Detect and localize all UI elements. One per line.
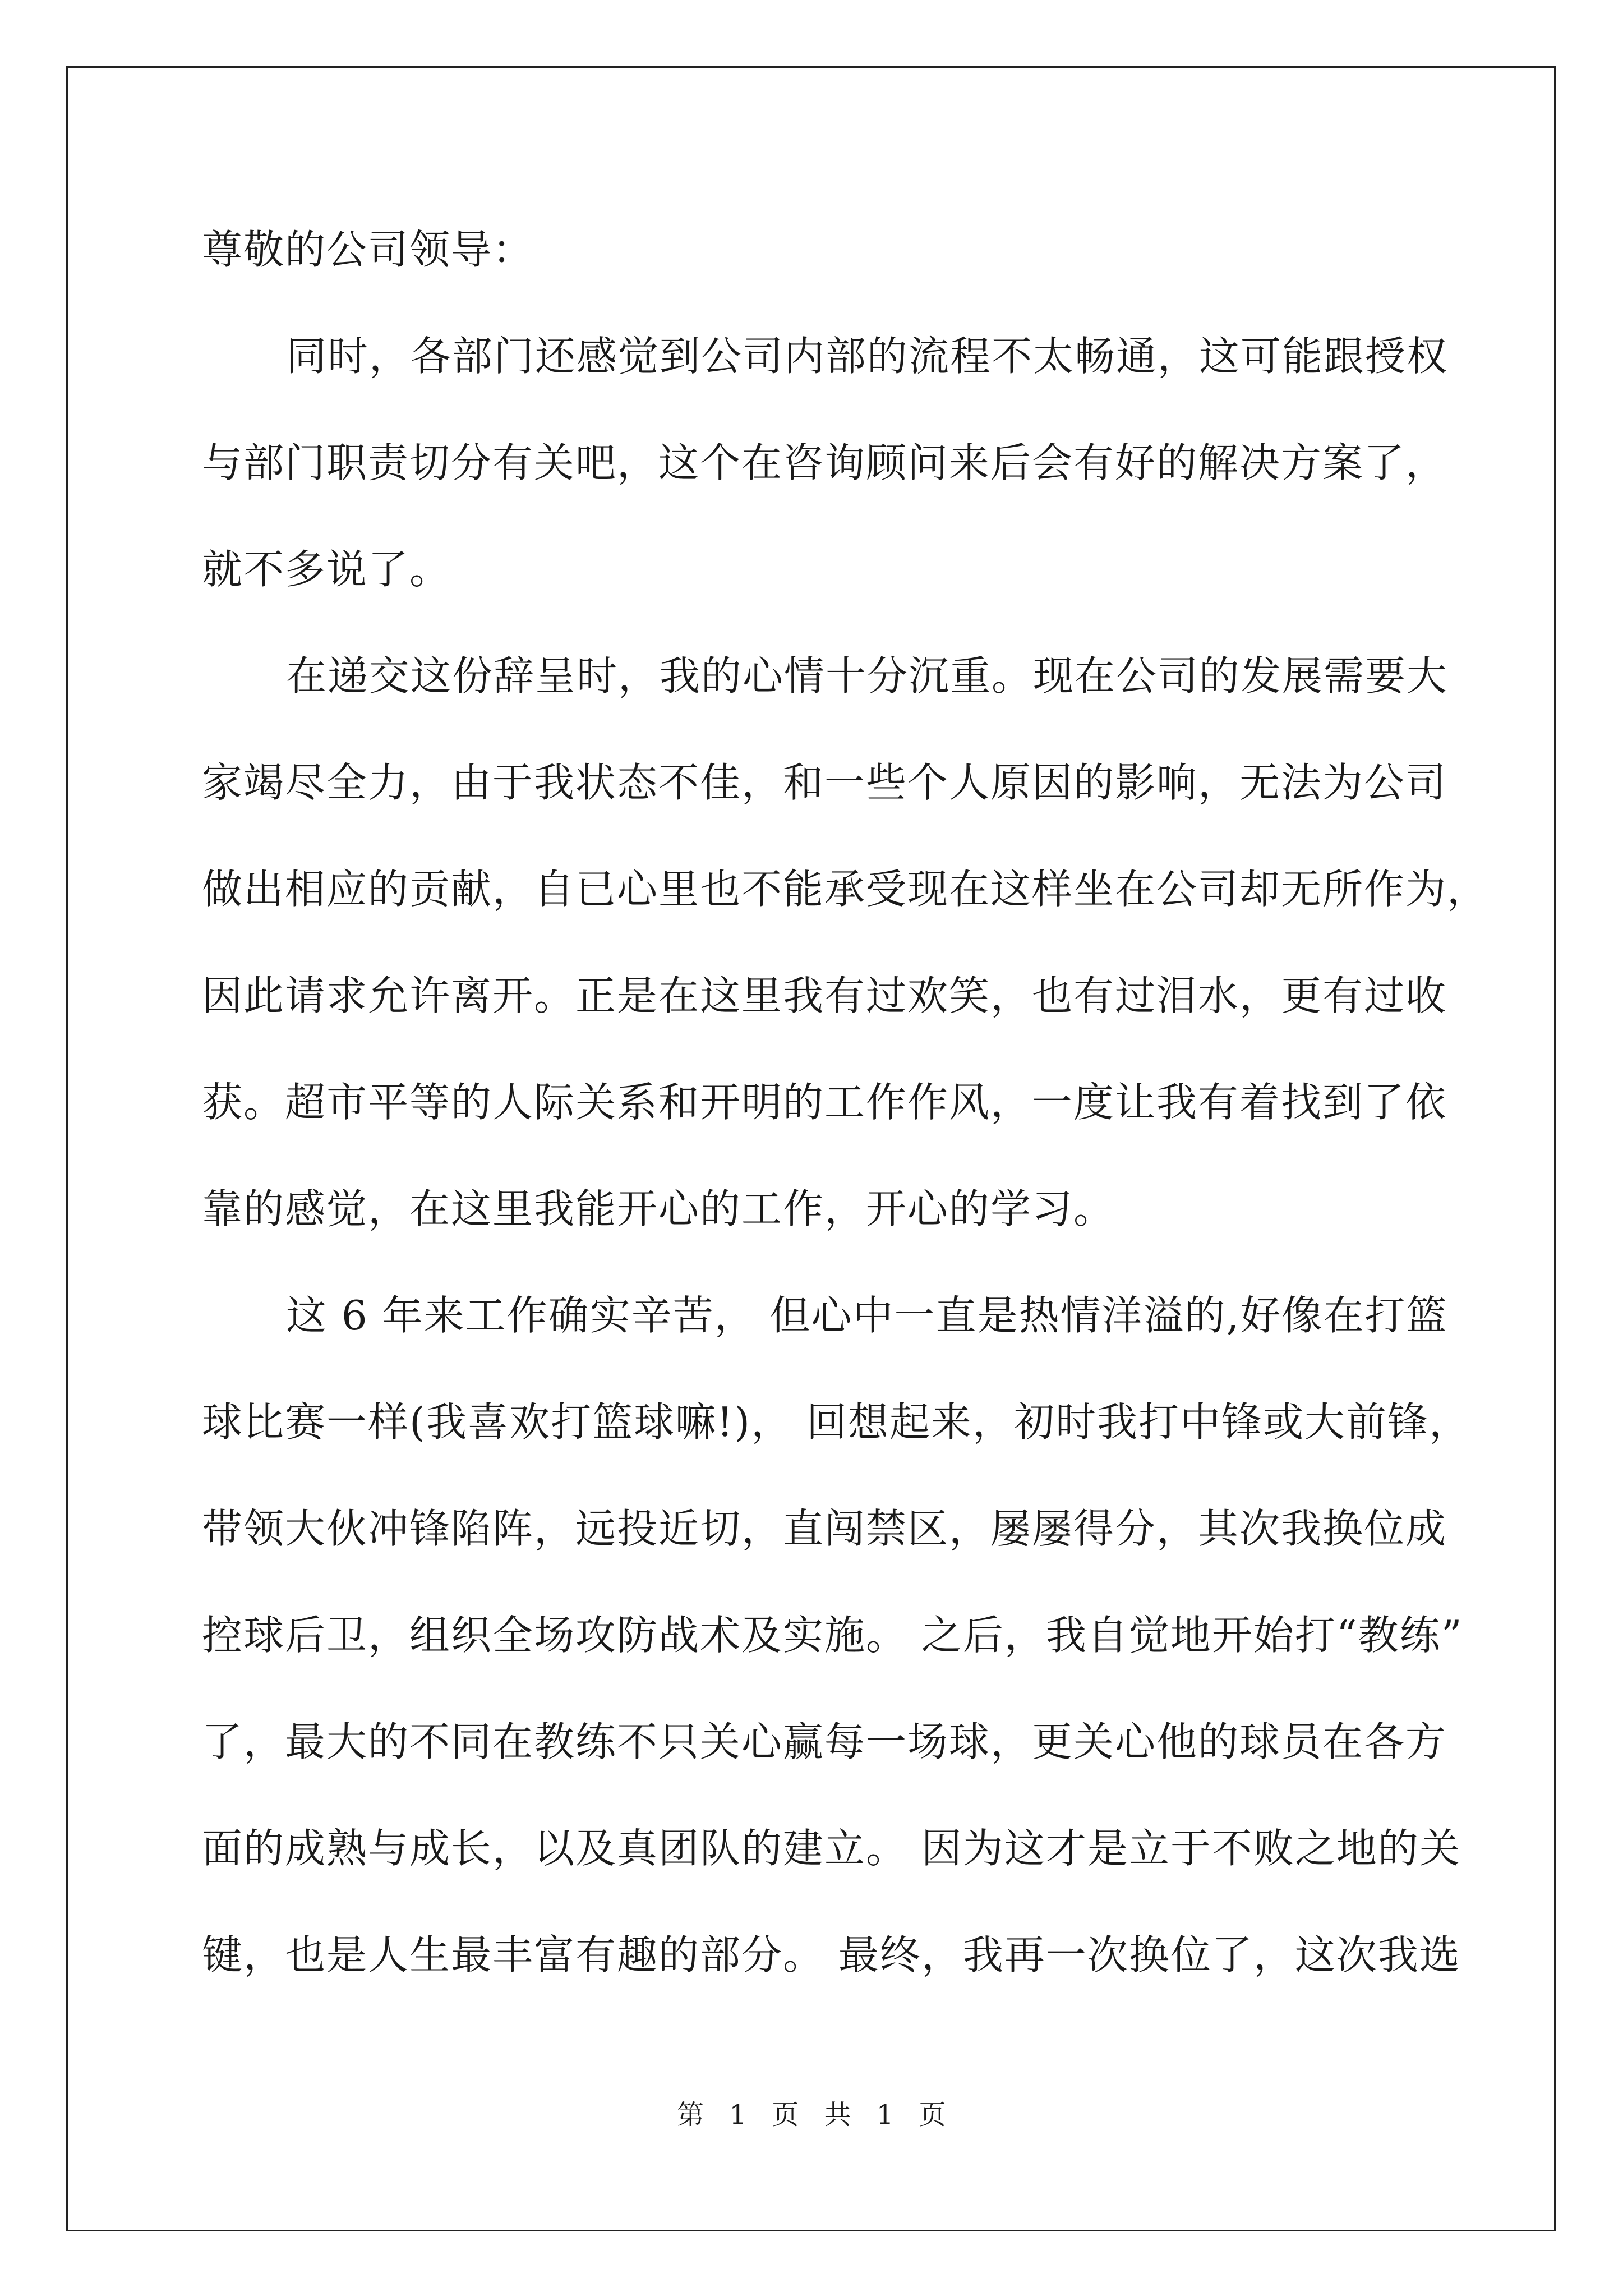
paragraph-3 [202,1262,1471,2008]
paragraph-line: 控球后卫，组织全场攻防战术及实施。 之后，我自觉地开始打“教练” [202,1612,1463,1659]
page-total: 共 1 页 [824,2099,946,2131]
paragraph-line: 就不多说了。 [202,546,451,593]
paragraph-line: 了，最大的不同在教练不只关心赢每一场球，更关心他的球员在各方 [202,1718,1447,1765]
paragraph-2 [202,623,1489,1262]
paragraph-line: 在递交这份辞呈时，我的心情十分沉重。现在公司的发展需要大 [286,652,1449,700]
paragraph-line: 带领大伙冲锋陷阵，远投近切，直闯禁区，屡屡得分，其次我换位成 [202,1505,1447,1552]
paragraph-line: 这 6 年来工作确实辛苦， 但心中一直是热情洋溢的,好像在打篮 [286,1292,1448,1339]
paragraph-line: 因此请求允许离开。正是在这里我有过欢笑，也有过泪水，更有过收 [202,972,1447,1019]
salutation: 尊敬的公司领导： [202,226,534,273]
paragraph-line: 面的成熟与成长，以及真团队的建立。 因为这才是立于不败之地的关 [202,1825,1461,1872]
paragraph-line: 获。超市平等的人际关系和开明的工作作风，一度让我有着找到了依 [202,1079,1447,1126]
paragraph-line: 家竭尽全力，由于我状态不佳，和一些个人原因的影响，无法为公司 [202,759,1447,806]
paragraph-line: 靠的感觉，在这里我能开心的工作，开心的学习。 [202,1185,1115,1232]
document-body [202,196,1489,2008]
paragraph-1 [202,303,1449,623]
paragraph-line: 与部门职责切分有关吧，这个在咨询顾问来后会有好的解决方案了， [202,439,1447,486]
page-footer [0,2098,1623,2132]
paragraph-line: 键，也是人生最丰富有趣的部分。 最终，我再一次换位了，这次我选 [202,1931,1461,1978]
page-number: 第 1 页 [677,2099,799,2131]
paragraph-line: 做出相应的贡献，自已心里也不能承受现在这样坐在公司却无所作为， [202,866,1489,913]
paragraph-line: 同时，各部门还感觉到公司内部的流程不太畅通，这可能跟授权 [286,333,1449,380]
paragraph-line: 球比赛一样(我喜欢打篮球嘛!)， 回想起来，初时我打中锋或大前锋， [202,1398,1471,1446]
